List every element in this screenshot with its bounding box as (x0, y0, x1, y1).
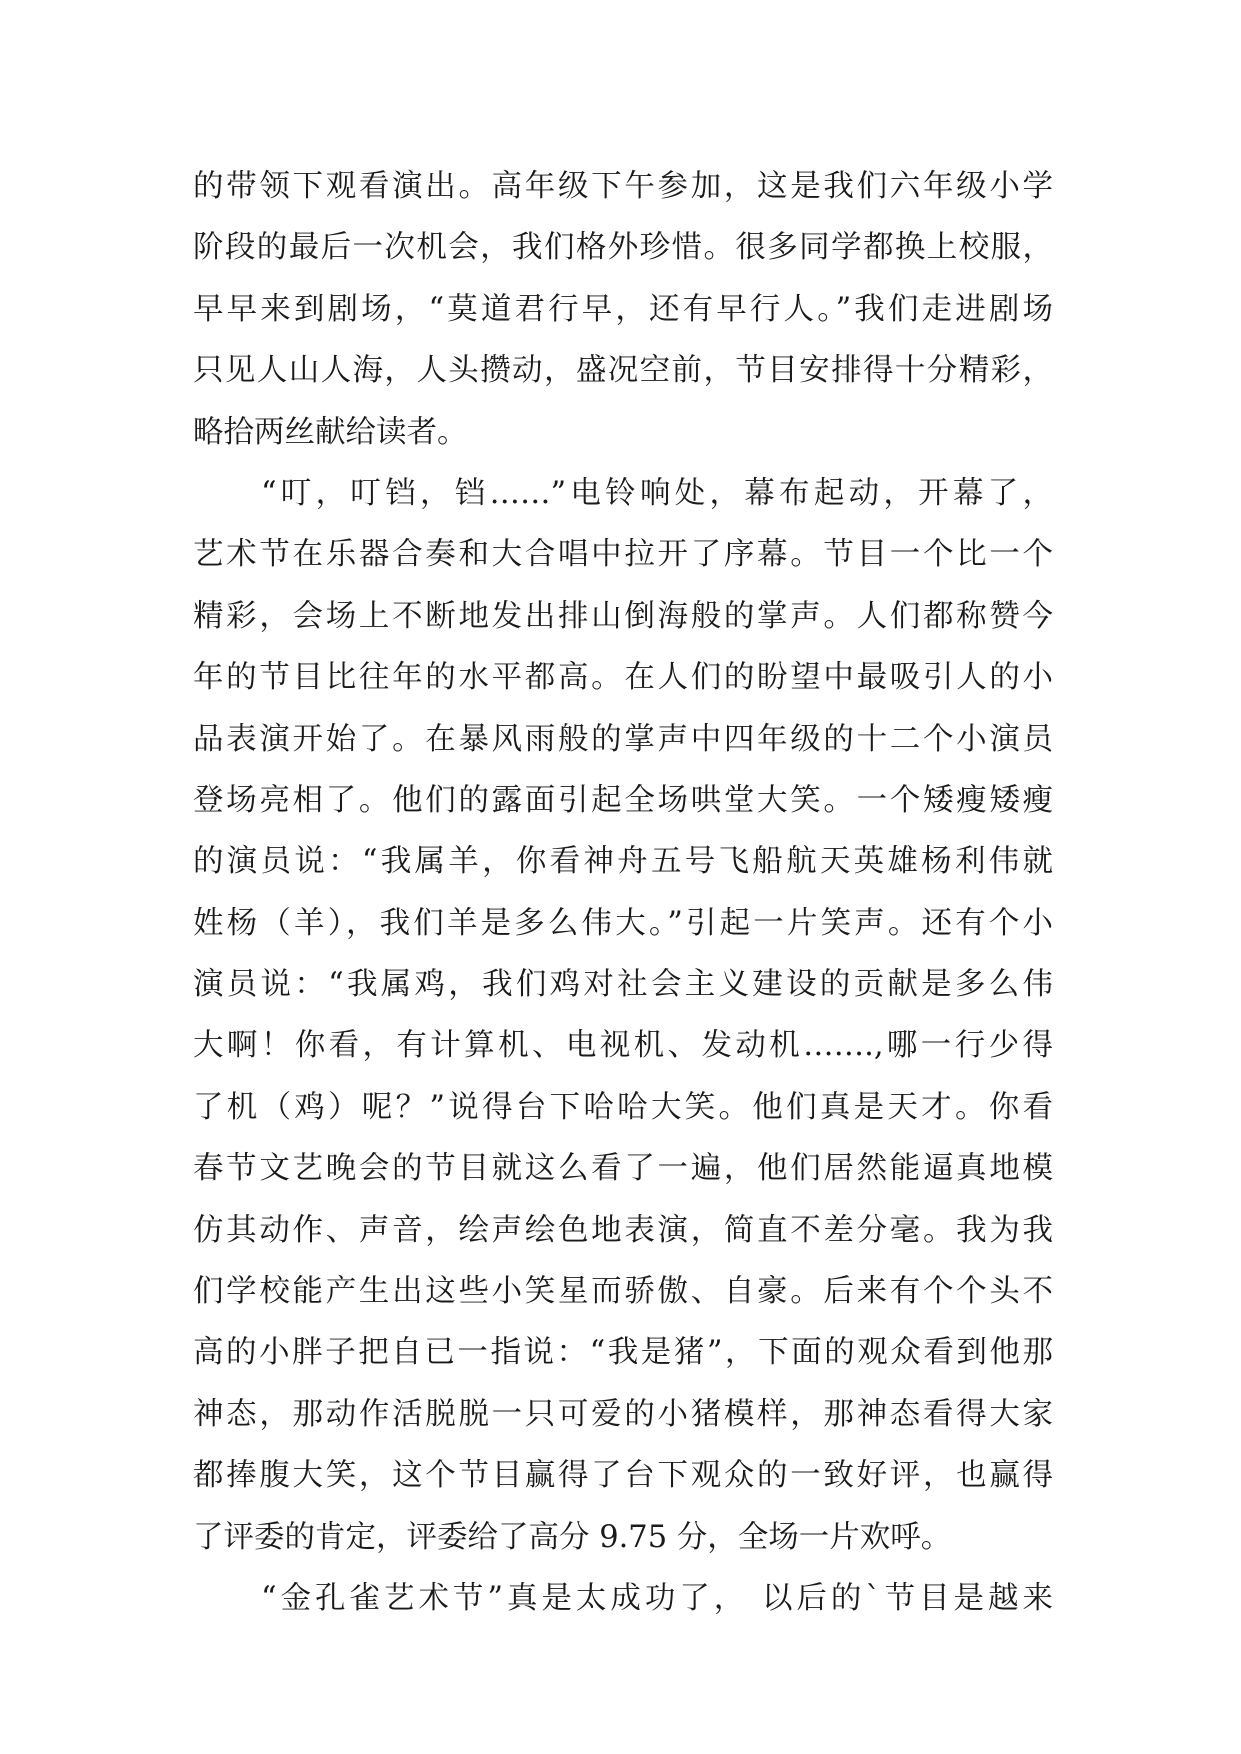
text-line: 早早来到剧场，“莫道君行早，还有早行人。”我们走进剧场 (193, 291, 1053, 327)
text-line: 演员说：“我属鸡，我们鸡对社会主义建设的贡献是多么伟 (193, 967, 1053, 1003)
text-line: 仿其动作、声音，绘声绘色地表演，简直不差分毫。我为我 (193, 1212, 1053, 1248)
text-line: 春节文艺晚会的节目就这么看了一遍，他们居然能逼真地模 (193, 1151, 1053, 1187)
text-line: 登场亮相了。他们的露面引起全场哄堂大笑。一个矮瘦矮瘦 (193, 782, 1053, 818)
text-line: 艺术节在乐器合奏和大合唱中拉开了序幕。节目一个比一个 (193, 537, 1053, 573)
text-line: 神态，那动作活脱脱一只可爱的小猪模样，那神态看得大家 (193, 1396, 1053, 1432)
text-line: 品表演开始了。在暴风雨般的掌声中四年级的十二个小演员 (193, 721, 1053, 757)
text-line: 略拾两丝献给读者。 (193, 414, 468, 450)
text-line: 阶段的最后一次机会，我们格外珍惜。很多同学都换上校服， (193, 230, 1053, 266)
text-line: 年的节目比往年的水平都高。在人们的盼望中最吸引人的小 (193, 660, 1053, 696)
text-line: 们学校能产生出这些小笑星而骄傲、自豪。后来有个个头不 (193, 1274, 1053, 1310)
body-text (193, 156, 1053, 1629)
text-line: “叮，叮铛，铛……”电铃响处，幕布起动，开幕了， (261, 475, 1053, 511)
text-line: 的演员说：“我属羊，你看神舟五号飞船航天英雄杨利伟就 (193, 844, 1053, 880)
text-line: 大啊！你看，有计算机、电视机、发动机…….,哪一行少得 (193, 1028, 1053, 1064)
text-line: 只见人山人海，人头攒动，盛况空前，节目安排得十分精彩， (193, 353, 1053, 389)
text-line: 姓杨（羊），我们羊是多么伟大。”引起一片笑声。还有个小 (193, 905, 1053, 941)
text-line: 了机（鸡）呢？”说得台下哈哈大笑。他们真是天才。你看 (193, 1089, 1053, 1125)
text-line: 都捧腹大笑，这个节目赢得了台下观众的一致好评，也赢得 (193, 1458, 1053, 1494)
text-line: “金孔雀艺术节”真是太成功了， 以后的`节目是越来 (261, 1580, 1053, 1616)
text-line: 了评委的肯定，评委给了高分 9.75 分，全场一片欢呼。 (193, 1519, 952, 1555)
text-line: 的带领下观看演出。高年级下午参加，这是我们六年级小学 (193, 169, 1053, 204)
text-line: 精彩，会场上不断地发出排山倒海般的掌声。人们都称赞今 (193, 598, 1053, 634)
text-line: 高的小胖子把自已一指说：“我是猪”，下面的观众看到他那 (193, 1335, 1053, 1371)
